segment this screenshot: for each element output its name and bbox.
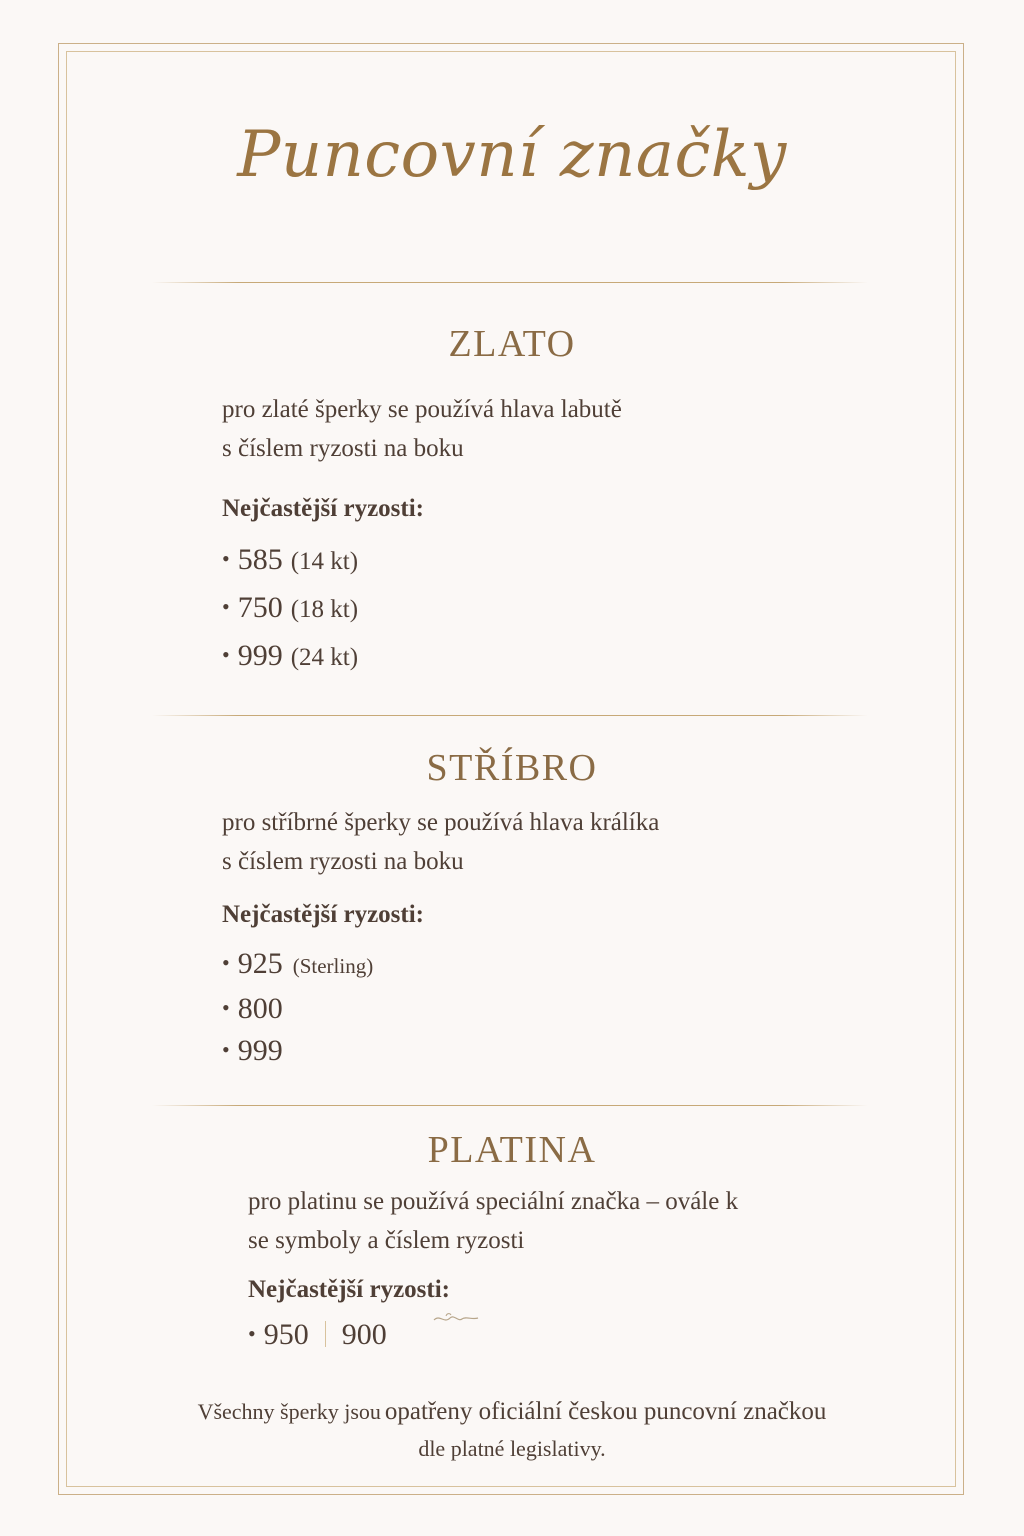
fineness-value: 999 (237, 1034, 283, 1067)
section-heading-gold: ZLATO (448, 323, 576, 365)
section-heading-silver: STŘÍBRO (426, 747, 598, 789)
fineness-value: 999 (237, 639, 283, 672)
fineness-label-platinum: Nejčastější ryzosti: (248, 1276, 450, 1303)
section-description-gold (222, 390, 622, 468)
list-item (222, 639, 358, 673)
list-item (222, 992, 283, 1026)
page-title: Puncovní značky (237, 118, 787, 192)
flourish-ornament-icon (432, 1310, 480, 1328)
footer-line-1 (0, 1398, 1024, 1426)
fineness-note: (14 kt) (290, 548, 359, 575)
bullet-icon: • (222, 995, 230, 1020)
description-line: s číslem ryzosti na boku (222, 848, 464, 875)
list-item (222, 947, 373, 981)
fineness-value: 585 (237, 543, 283, 576)
list-item (248, 1318, 387, 1352)
list-item (222, 543, 358, 577)
list-item (222, 591, 358, 625)
bullet-icon: • (248, 1321, 256, 1346)
bullet-icon: • (222, 950, 230, 975)
fineness-note: (24 kt) (290, 644, 359, 671)
fineness-label-silver: Nejčastější ryzosti: (222, 901, 424, 928)
description-line: se symboly a číslem ryzosti (248, 1227, 525, 1254)
fineness-label-gold: Nejčastější ryzosti: (222, 495, 424, 522)
description-line: pro zlaté šperky se používá hlava labutě (222, 396, 622, 423)
bullet-icon: • (222, 546, 230, 571)
description-line: s číslem ryzosti na boku (222, 435, 464, 462)
fineness-note: (Sterling) (292, 954, 374, 978)
bullet-icon: • (222, 594, 230, 619)
divider-gold-silver (152, 715, 868, 716)
footer-text-start: Všechny šperky jsou (197, 1399, 381, 1424)
bullet-icon: • (222, 1037, 230, 1062)
section-heading-platinum: PLATINA (427, 1129, 597, 1171)
fineness-note: (18 kt) (290, 596, 359, 623)
footer-line-2: dle platné legislativy. (418, 1436, 606, 1461)
fineness-value: 900 (341, 1318, 387, 1351)
fineness-value: 750 (237, 591, 283, 624)
divider-silver-platinum (152, 1105, 868, 1106)
fineness-value: 925 (237, 947, 283, 980)
description-line: pro stříbrné šperky se používá hlava králíka (222, 809, 660, 836)
footer-text-emphasis: opatřeny oficiální českou puncovní značkou (384, 1398, 827, 1425)
fineness-value: 950 (263, 1318, 309, 1351)
vertical-separator (325, 1321, 326, 1347)
section-description-platinum (248, 1182, 738, 1260)
fineness-value: 800 (237, 992, 283, 1025)
section-description-silver (222, 803, 659, 881)
list-item (222, 1034, 283, 1068)
divider-top (152, 282, 868, 283)
bullet-icon: • (222, 642, 230, 667)
description-line: pro platinu se používá speciální značka – ovále k (248, 1188, 739, 1215)
